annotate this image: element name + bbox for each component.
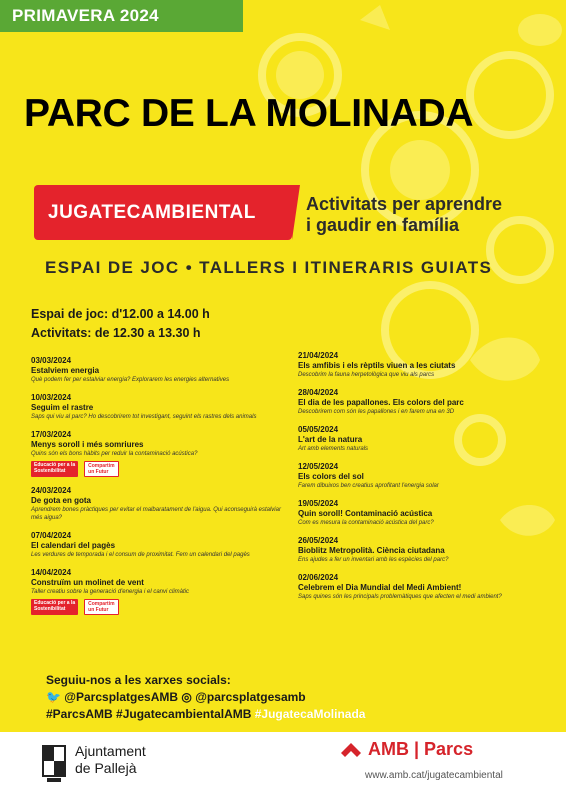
event-description: Taller creatiu sobre la generació d'energia i el canvi climàtic xyxy=(31,589,190,595)
event-date: 02/06/2024 xyxy=(298,573,339,582)
event-description: Aprendrem bones pràctiques per evitar el malbaratament de l'aigua. Qui aconseguirà estalviar més aigua? xyxy=(31,507,281,521)
event-date: 28/04/2024 xyxy=(298,388,339,397)
event-description: Ens ajudes a fer un inventari amb les espècies del parc? xyxy=(298,557,449,563)
social-section xyxy=(46,672,365,723)
sostenibilitat-badge: Educació per a la Sostenibilitat xyxy=(31,461,78,477)
badge-row xyxy=(31,461,281,477)
ajuntament-name: Ajuntament de Pallejà xyxy=(75,743,146,776)
event-title: El dia de les papallones. Els colors del parc xyxy=(298,398,464,407)
play-space-hours: Espai de joc: d'12.00 a 14.00 h xyxy=(31,307,210,321)
event-title: L'art de la natura xyxy=(298,435,363,444)
event-description: Saps qui viu al parc? Ho descobrirem tot investigant, seguint els rastres dels animals xyxy=(31,414,257,420)
event-item xyxy=(31,568,281,615)
event-description: Descobrim la fauna herpetològica que viu als parcs xyxy=(298,372,435,378)
badge-row xyxy=(31,599,281,615)
event-description: Com es mesura la contaminació acústica del parc? xyxy=(298,520,434,526)
brand-tag xyxy=(34,185,292,240)
twitter-handle[interactable]: @ParcsplatgesAMB xyxy=(64,690,179,704)
brand-name: JUGATECAMBIENTAL xyxy=(48,202,256,223)
event-title: Els amfibis i els rèptils viuen a les ciutats xyxy=(298,361,456,370)
activities-hours: Activitats: de 12.30 a 13.30 h xyxy=(31,326,201,340)
events-column-left xyxy=(31,356,281,624)
hashtag-highlight: #JugatecaMolinada xyxy=(254,707,366,721)
event-date: 10/03/2024 xyxy=(31,393,72,402)
event-title: Seguim el rastre xyxy=(31,403,94,412)
hashtags-row xyxy=(46,706,365,723)
instagram-icon: ◎ xyxy=(181,690,192,704)
event-description: Què podem fer per estalviar energia? Explorarem les energies alternatives xyxy=(31,377,230,383)
social-accounts xyxy=(46,689,365,706)
event-date: 12/05/2024 xyxy=(298,462,339,471)
sostenibilitat-badge: Educació per a la Sostenibilitat xyxy=(31,599,78,615)
event-item xyxy=(31,430,281,477)
event-date: 07/04/2024 xyxy=(31,531,72,540)
hashtags: #ParcsAMB #JugatecambientalAMB xyxy=(46,707,252,721)
season-banner: PRIMAVERA 2024 xyxy=(0,0,243,32)
event-title: Quin soroll! Contaminació acústica xyxy=(298,509,433,518)
event-item xyxy=(31,486,281,522)
event-title: Construïm un molinet de vent xyxy=(31,578,144,587)
event-title: El calendari del pagès xyxy=(31,541,116,550)
event-title: Els colors del sol xyxy=(298,472,364,481)
event-title: De gota en gota xyxy=(31,496,92,505)
compartim-futur-badge: Compartim un Futur xyxy=(84,599,118,615)
event-title: Bioblitz Metropolità. Ciència ciutadana xyxy=(298,546,445,555)
ajuntament-crest-icon xyxy=(41,744,67,784)
event-item xyxy=(298,462,543,490)
event-item xyxy=(31,356,281,384)
event-title: Estalviem energia xyxy=(31,366,100,375)
event-description: Saps quines són les principals problemàtiques que afecten el medi ambient? xyxy=(298,594,502,600)
event-description: Art amb elements naturals xyxy=(298,446,369,452)
event-date: 24/03/2024 xyxy=(31,486,72,495)
event-description: Quins són els bons hàbits per reduir la contaminació acústica? xyxy=(31,451,198,457)
twitter-icon: 🐦 xyxy=(46,690,61,704)
event-item xyxy=(298,425,543,453)
event-date: 14/04/2024 xyxy=(31,568,72,577)
event-description: Descobrirem com són les papallones i en farem una en 3D xyxy=(298,409,455,415)
park-title: PARC DE LA MOLINADA xyxy=(24,92,474,135)
social-heading: Seguiu-nos a les xarxes socials: xyxy=(46,673,231,687)
event-date: 19/05/2024 xyxy=(298,499,339,508)
event-title: Celebrem el Dia Mundial del Medi Ambient! xyxy=(298,583,462,592)
event-date: 05/05/2024 xyxy=(298,425,339,434)
event-item xyxy=(298,573,543,601)
events-column-right xyxy=(298,351,543,610)
brand-tagline: Activitats per aprendre i gaudir en família xyxy=(306,194,503,235)
amb-parcs-logo: AMB | Parcs xyxy=(368,739,474,759)
event-date: 21/04/2024 xyxy=(298,351,339,360)
event-description: Farem dibuixos ben creatius aprofitant l'energia solar xyxy=(298,483,439,489)
event-item xyxy=(31,531,281,559)
event-item xyxy=(298,499,543,527)
footer xyxy=(0,732,566,800)
activities-strip: ESPAI DE JOC • TALLERS I ITINERARIS GUIATS xyxy=(45,258,493,277)
instagram-handle[interactable]: @parcsplatgesamb xyxy=(195,690,306,704)
event-item xyxy=(31,393,281,421)
event-title: Menys soroll i més somriures xyxy=(31,440,144,449)
event-date: 17/03/2024 xyxy=(31,430,72,439)
schedule xyxy=(31,305,210,343)
event-description: Les verdures de temporada i el consum de proximitat. Fem un calendari del pagès xyxy=(31,552,250,558)
amb-logo-icon xyxy=(340,742,362,762)
event-item xyxy=(298,351,543,379)
event-item xyxy=(298,536,543,564)
amb-url[interactable]: www.amb.cat/jugatecambiental xyxy=(365,770,503,781)
compartim-futur-badge: Compartim un Futur xyxy=(84,461,118,477)
event-date: 26/05/2024 xyxy=(298,536,339,545)
event-item xyxy=(298,388,543,416)
event-date: 03/03/2024 xyxy=(31,356,72,365)
